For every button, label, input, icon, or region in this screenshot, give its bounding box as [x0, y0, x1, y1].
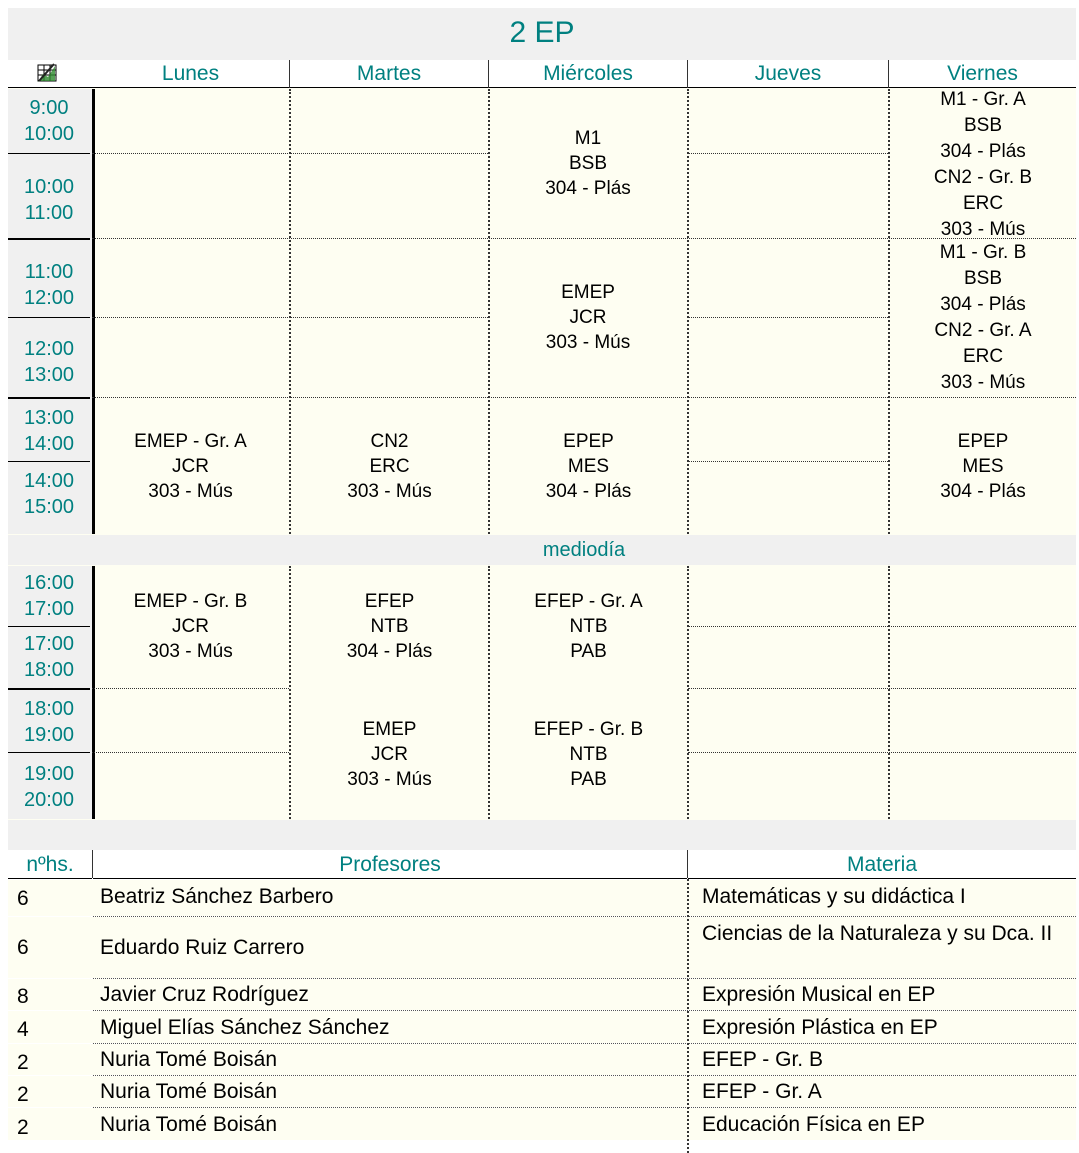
- session-teacher: NTB: [370, 616, 409, 637]
- session-block[interactable]: [490, 566, 687, 687]
- legend-row: [8, 1011, 1076, 1043]
- legend-subject: Ciencias de la Naturaleza y su Dca. II: [702, 922, 1053, 945]
- session-subject: CN2 - Gr. B: [933, 167, 1033, 188]
- session-room: 303 - Mús: [148, 641, 233, 662]
- session-subject: M1 - Gr. A: [940, 89, 1026, 110]
- session-subject: EFEP: [364, 591, 415, 612]
- time-slot-start: 11:00: [8, 257, 90, 289]
- legend-hours: 2: [17, 1051, 29, 1074]
- session-block[interactable]: [490, 398, 687, 534]
- session-subject: M1 - Gr. B: [939, 242, 1027, 263]
- session-block[interactable]: [92, 398, 289, 534]
- session-subject: EFEP - Gr. B: [533, 719, 644, 740]
- day-header-lunes: Lunes: [92, 60, 289, 88]
- time-slot-start: 10:00: [8, 172, 90, 204]
- legend-subject: Matemáticas y su didáctica I: [702, 885, 966, 908]
- session-room: 303 - Mús: [940, 372, 1026, 393]
- session-room: 304 - Plás: [940, 294, 1026, 315]
- time-slot-end: 12:00: [8, 283, 90, 315]
- session-teacher: JCR: [569, 307, 607, 328]
- session-room: PAB: [570, 769, 607, 790]
- session-room: 303 - Mús: [940, 219, 1026, 240]
- session-teacher: JCR: [371, 744, 408, 765]
- legend-row: [8, 1076, 1076, 1107]
- session-teacher: BSB: [568, 152, 608, 174]
- session-subject: CN2 - Gr. A: [934, 320, 1032, 341]
- legend-header-subject: Materia: [688, 850, 1076, 879]
- session-subject: M1: [574, 127, 602, 149]
- session-room: 303 - Mús: [347, 480, 432, 502]
- time-slot-start: 19:00: [8, 759, 90, 791]
- legend-hours: 8: [17, 985, 29, 1008]
- session-room: 304 - Plás: [940, 141, 1026, 162]
- time-slot-end: 14:00: [8, 429, 90, 461]
- session-teacher: BSB: [963, 268, 1003, 289]
- legend-teacher: Beatriz Sánchez Barbero: [100, 885, 334, 908]
- legend-header-teachers: Profesores: [93, 850, 687, 879]
- legend-hours: 4: [17, 1018, 29, 1041]
- session-teacher: MES: [962, 455, 1004, 477]
- legend-hours: 6: [17, 887, 29, 910]
- session-room: 304 - Plás: [346, 641, 433, 662]
- session-teacher: JCR: [172, 455, 209, 477]
- session-subject: EMEP - Gr. B: [133, 591, 248, 612]
- session-room: 304 - Plás: [940, 480, 1026, 502]
- time-slot-end: 18:00: [8, 655, 90, 687]
- session-subject: EPEP: [563, 430, 614, 452]
- legend-subject: Educación Física en EP: [702, 1113, 925, 1136]
- legend-row: [8, 880, 1076, 916]
- session-block[interactable]: [890, 242, 1076, 394]
- day-header-viernes: Viernes: [889, 60, 1076, 88]
- session-teacher: NTB: [569, 616, 608, 637]
- legend-hours: 6: [17, 936, 29, 959]
- session-subject: EPEP: [957, 430, 1009, 452]
- session-block[interactable]: [490, 690, 687, 819]
- legend-row: [8, 917, 1076, 978]
- day-header-jueves: Jueves: [688, 60, 888, 88]
- legend-hours: 2: [17, 1116, 29, 1139]
- time-slot-end: 13:00: [8, 360, 90, 392]
- day-header-miercoles: Miércoles: [489, 60, 687, 88]
- time-slot-start: 13:00: [8, 403, 90, 435]
- schedule-footer-band: [8, 820, 1076, 850]
- time-slot-start: 9:00: [8, 93, 90, 125]
- session-teacher: ERC: [962, 346, 1004, 367]
- session-subject: EMEP: [362, 719, 417, 740]
- session-subject: EMEP: [561, 282, 615, 303]
- session-room: 304 - Plás: [545, 480, 632, 502]
- session-room: 303 - Mús: [545, 332, 631, 353]
- timetable-title: 2 EP: [8, 8, 1076, 62]
- session-room: 304 - Plás: [545, 177, 631, 199]
- legend-subject: Expresión Plástica en EP: [702, 1016, 938, 1039]
- time-slot-end: 10:00: [8, 119, 90, 151]
- session-block[interactable]: [291, 690, 488, 819]
- session-teacher: ERC: [962, 193, 1004, 214]
- session-block[interactable]: [291, 398, 488, 534]
- time-slot-end: 17:00: [8, 594, 90, 626]
- session-block[interactable]: [291, 566, 488, 687]
- time-slot-end: 15:00: [8, 492, 90, 524]
- chart-edit-icon[interactable]: [36, 62, 58, 84]
- legend-subject: EFEP - Gr. A: [702, 1080, 822, 1103]
- session-teacher: BSB: [963, 115, 1003, 136]
- time-slot-end: 20:00: [8, 785, 90, 817]
- legend-subject: EFEP - Gr. B: [702, 1048, 823, 1071]
- session-teacher: MES: [567, 455, 610, 477]
- legend-teacher: Miguel Elías Sánchez Sánchez: [100, 1016, 390, 1039]
- legend-subject: Expresión Musical en EP: [702, 983, 936, 1006]
- legend-teacher: Eduardo Ruiz Carrero: [100, 936, 305, 959]
- legend-row: [8, 1108, 1076, 1140]
- session-subject: EFEP - Gr. A: [534, 591, 643, 612]
- time-slot-start: 17:00: [8, 629, 90, 661]
- session-subject: CN2: [370, 430, 409, 452]
- session-block[interactable]: [890, 89, 1076, 241]
- legend-hours: 2: [17, 1083, 29, 1106]
- teacher-legend: [8, 850, 1076, 1153]
- legend-teacher: Javier Cruz Rodríguez: [100, 983, 309, 1006]
- session-subject: EMEP - Gr. A: [134, 430, 247, 452]
- legend-row: [8, 979, 1076, 1010]
- time-slot-start: 12:00: [8, 334, 90, 366]
- legend-teacher: Nuria Tomé Boisán: [100, 1113, 278, 1136]
- session-teacher: NTB: [569, 744, 608, 765]
- legend-teacher: Nuria Tomé Boisán: [100, 1048, 278, 1071]
- lunch-break-label: mediodía: [542, 539, 626, 561]
- session-teacher: ERC: [369, 455, 410, 477]
- time-slot-start: 18:00: [8, 694, 90, 726]
- session-block[interactable]: [489, 89, 687, 237]
- session-block[interactable]: [92, 566, 289, 687]
- session-teacher: JCR: [172, 616, 209, 637]
- legend-teacher: Nuria Tomé Boisán: [100, 1080, 278, 1103]
- session-block[interactable]: [489, 239, 687, 396]
- legend-header-hours: nºhs.: [8, 850, 92, 879]
- legend-row: [8, 1044, 1076, 1075]
- day-header-martes: Martes: [290, 60, 488, 88]
- session-room: PAB: [570, 641, 607, 662]
- time-slot-start: 14:00: [8, 466, 90, 498]
- session-block[interactable]: [890, 398, 1076, 534]
- corner-cell: [8, 60, 92, 88]
- timetable: [8, 8, 1076, 850]
- session-room: 303 - Mús: [148, 480, 233, 502]
- time-slot-end: 19:00: [8, 720, 90, 752]
- time-slot-start: 16:00: [8, 568, 90, 600]
- time-slot-end: 11:00: [8, 198, 90, 230]
- session-room: 303 - Mús: [347, 769, 432, 790]
